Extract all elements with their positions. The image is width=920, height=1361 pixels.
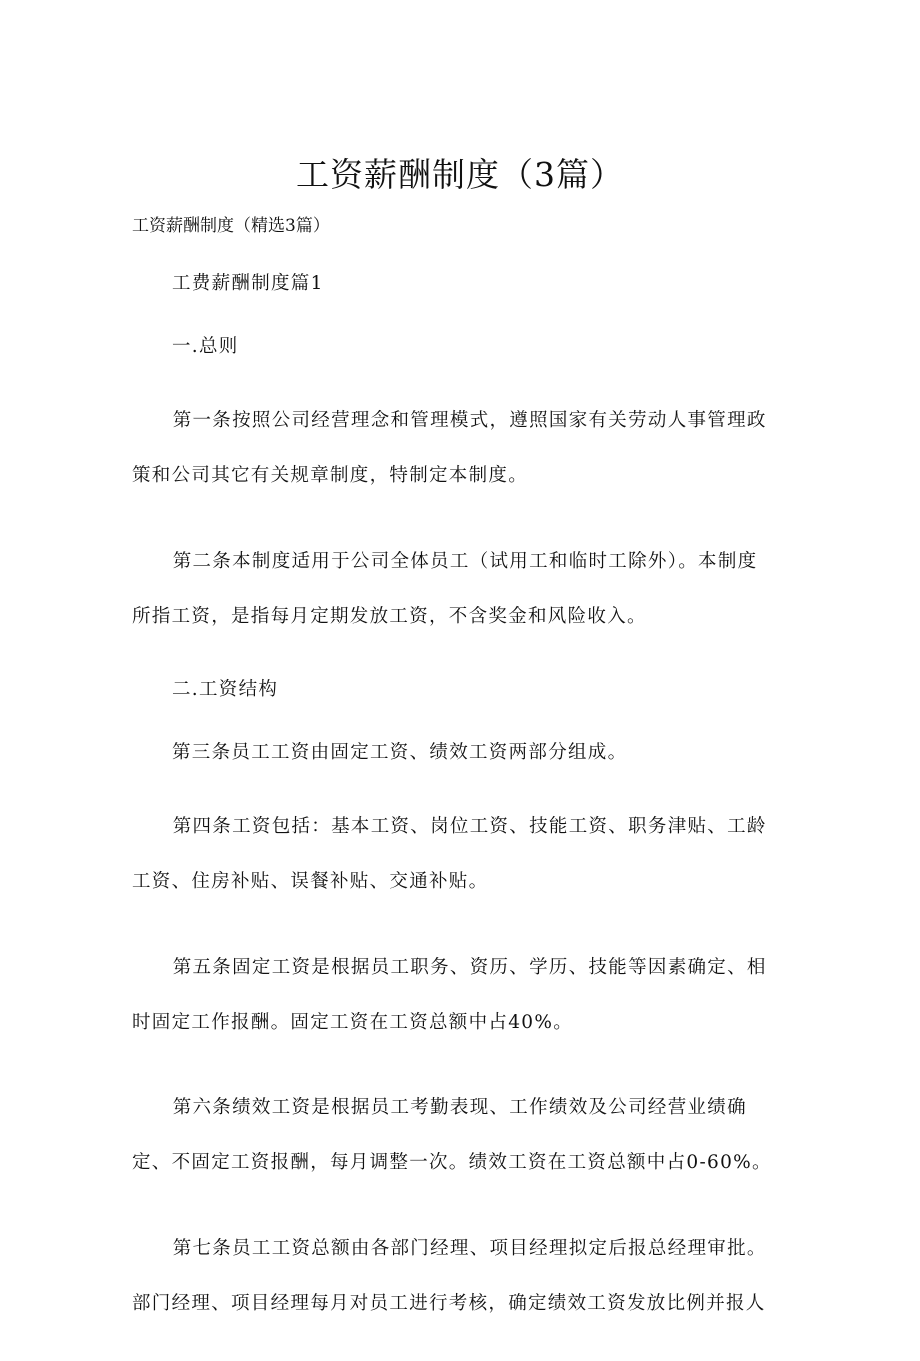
article-7 <box>132 1221 782 1331</box>
article-2 <box>132 534 782 644</box>
article-1-line-2: 策和公司其它有关规章制度，特制定本制度。 <box>132 465 529 486</box>
article-5 <box>132 940 782 1050</box>
heading-general: 一.总则 <box>172 335 239 357</box>
article-2-line-1: 第二条本制度适用于公司全体员工（试用工和临时工除外）。本制度 <box>172 550 758 572</box>
article-6 <box>132 1080 782 1190</box>
heading-salary-structure: 二.工资结构 <box>172 679 279 700</box>
document-subtitle: 工资薪酬制度（精选3篇） <box>132 216 330 236</box>
article-7-line-1: 第七条员工工资总额由各部门经理、项目经理拟定后报总经理审批。 <box>172 1237 767 1259</box>
article-5-line-1: 第五条固定工资是根据员工职务、资历、学历、技能等因素确定、相 <box>172 956 767 978</box>
article-4-line-2: 工资、住房补贴、误餐补贴、交通补贴。 <box>132 871 489 892</box>
article-1 <box>132 393 782 503</box>
document-body <box>132 268 782 1361</box>
section-title: 工费薪酬制度篇1 <box>172 273 324 294</box>
article-6-line-1: 第六条绩效工资是根据员工考勤表现、工作绩效及公司经营业绩确 <box>172 1097 747 1118</box>
article-2-line-2: 所指工资，是指每月定期发放工资，不含奖金和风险收入。 <box>132 605 647 627</box>
article-1-line-1: 第一条按照公司经营理念和管理模式，遵照国家有关劳动人事管理政 <box>172 410 767 431</box>
article-6-line-2: 定、不固定工资报酬，每月调整一次。绩效工资在工资总额中占0-60%。 <box>132 1152 772 1173</box>
article-4-line-1: 第四条工资包括：基本工资、岗位工资、技能工资、职务津贴、工龄 <box>172 816 767 837</box>
article-5-line-2: 时固定工作报酬。固定工资在工资总额中占40%。 <box>132 1011 574 1033</box>
article-4 <box>132 799 782 909</box>
article-7-line-2: 部门经理、项目经理每月对员工进行考核，确定绩效工资发放比例并报人 <box>132 1292 766 1314</box>
document-title: 工资薪酬制度（3篇） <box>296 155 624 194</box>
article-3: 第三条员工工资由固定工资、绩效工资两部分组成。 <box>172 741 628 763</box>
